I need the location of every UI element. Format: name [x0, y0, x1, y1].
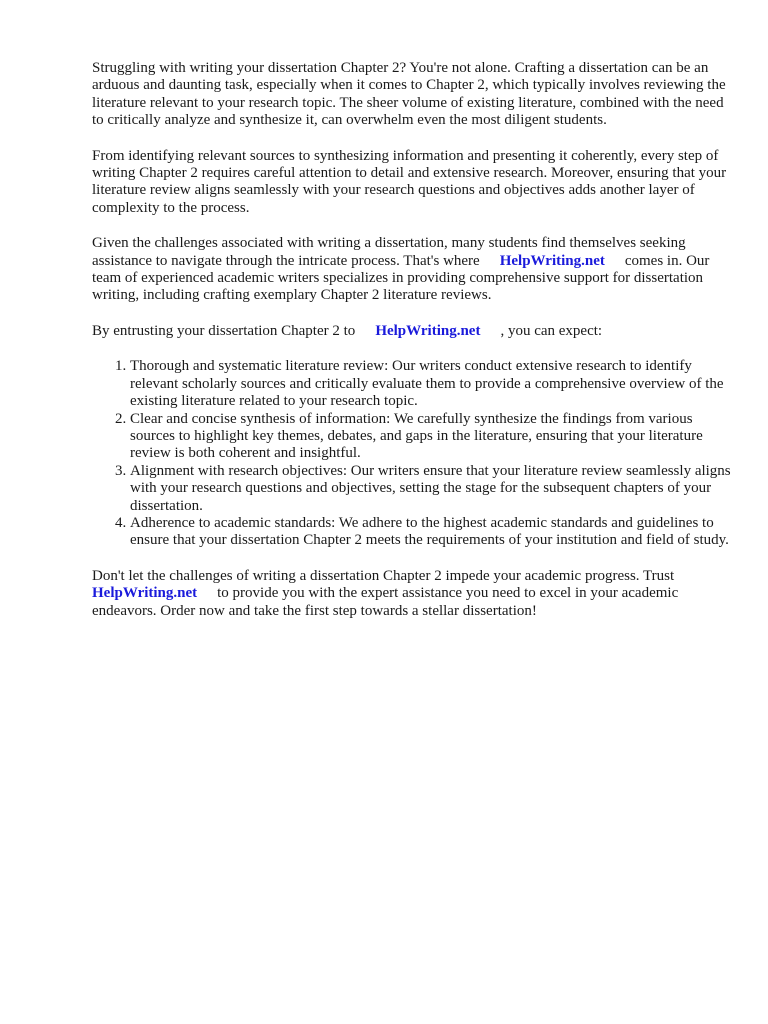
closing-text-before: Don't let the challenges of writing a dissertation Chapter 2 impede your academic progress. Trust [92, 567, 675, 584]
assistance-text-before: Given the challenges associated with writing a dissertation, many students find themselves seeking assistance to navigate through the intricate process. That's where [92, 235, 686, 269]
assistance-text-after: comes in. Our team of experienced academic writers specializes in providing comprehensive support for dissertation writing, including crafting exemplary Chapter 2 literature reviews. [92, 252, 710, 304]
benefit-item-alignment: 3. Alignment with research objectives: Our writers ensure that your literature review seamlessly aligns with your research questions and objectives, setting the stage for the subsequent chapters of your dissertation. [130, 463, 732, 515]
challenges-paragraph: From identifying relevant sources to synthesizing information and presenting it coherently, every step of writing Chapter 2 requires careful attention to detail and extensive research. Moreover, ensuring that your literature review aligns seamlessly with your research questions and objectives adds another layer of complexity to the process. [92, 147, 727, 216]
benefit-item-literature-review: 1. Thorough and systematic literature review: Our writers conduct extensive research to identify relevant scholarly sources and critically evaluate them to provide a comprehensive overview of the existing literature related to your research topic. [130, 358, 732, 410]
expect-text-after: , you can expect: [500, 322, 603, 339]
expect-paragraph [92, 323, 732, 340]
expect-text-before: By entrusting your dissertation Chapter 2 to [92, 322, 356, 339]
closing-paragraph [92, 568, 732, 620]
closing-text-after: to provide you with the expert assistance you need to excel in your academic endeavors. Order now and take the first step towards a stellar dissertation! [92, 585, 679, 619]
benefits-list [92, 358, 732, 549]
intro-paragraph: Struggling with writing your dissertation Chapter 2? You're not alone. Crafting a dissertation can be an arduous and daunting task, especially when it comes to Chapter 2, which typically involves reviewing the literature relevant to your research topic. The sheer volume of existing literature, combined with the need to critically analyze and synthesize it, can overwhelm even the most diligent students. [92, 60, 726, 129]
helpwriting-link[interactable]: HelpWriting.net [499, 252, 605, 269]
benefit-item-academic-standards: 4. Adherence to academic standards: We adhere to the highest academic standards and guidelines to ensure that your dissertation Chapter 2 meets the requirements of your institution and field of study. [130, 515, 732, 550]
benefit-item-synthesis: 2. Clear and concise synthesis of information: We carefully synthesize the findings from various sources to highlight key themes, debates, and gaps in the literature, ensuring that your literature review is both coherent and insightful. [130, 411, 732, 463]
assistance-paragraph [92, 235, 732, 305]
document-page [92, 60, 732, 638]
helpwriting-link[interactable]: HelpWriting.net [92, 585, 198, 602]
helpwriting-link[interactable]: HelpWriting.net [375, 322, 481, 339]
